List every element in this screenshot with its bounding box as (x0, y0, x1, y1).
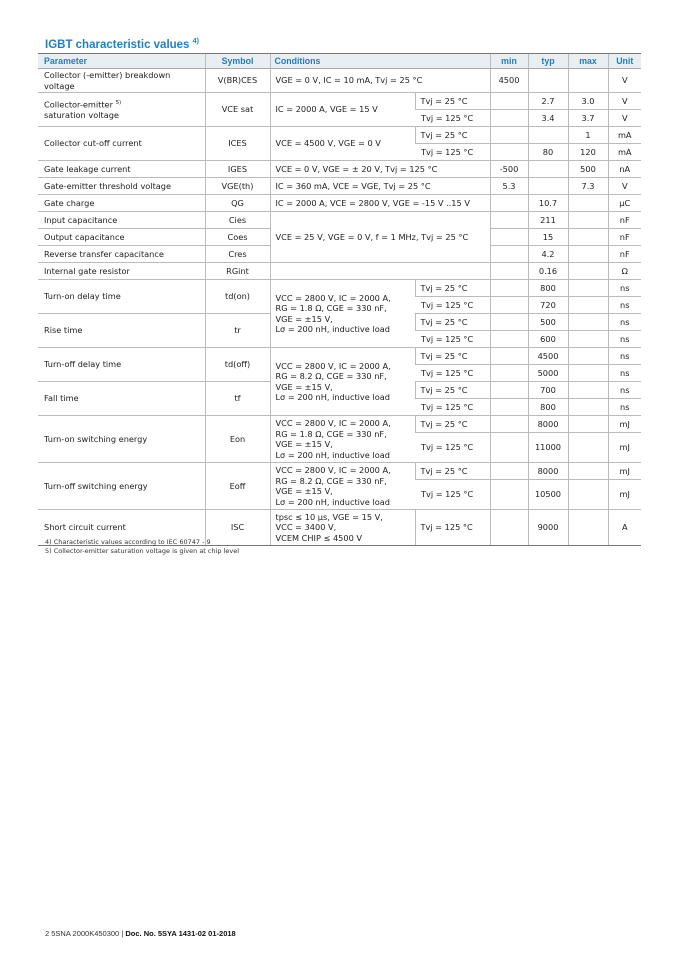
temp-cell: Tvj = 125 °C (415, 365, 490, 382)
temp-cell: Tvj = 25 °C (415, 314, 490, 331)
typ-cell: 211 (528, 212, 568, 229)
symbol-cell: V(BR)CES (205, 69, 270, 93)
conditions-cell: VCC = 2800 V, IC = 2000 A, RG = 1.8 Ω, CGE = 330 nF, VGE = ±15 V, Lσ = 200 nH, inductive load (270, 280, 415, 348)
footer-doc-number: Doc. No. 5SYA 1431-02 01-2018 (125, 929, 236, 938)
symbol-cell: td(on) (205, 280, 270, 314)
symbol-cell: Cies (205, 212, 270, 229)
max-cell (568, 263, 608, 280)
symbol-cell: Eon (205, 416, 270, 463)
param-cell: Reverse transfer capacitance (38, 246, 205, 263)
min-cell (490, 212, 528, 229)
unit-cell: mJ (608, 433, 641, 463)
min-cell: 4500 (490, 69, 528, 93)
footnotes (45, 538, 239, 556)
footer-part-number: 2 5SNA 2000K450300 | (45, 929, 126, 938)
param-cell: Turn-on delay time (38, 280, 205, 314)
unit-cell: A (608, 510, 641, 546)
unit-cell: mJ (608, 416, 641, 433)
min-cell (490, 110, 528, 127)
min-cell (490, 93, 528, 110)
col-parameter: Parameter (38, 54, 205, 69)
param-cell: Turn-off delay time (38, 348, 205, 382)
col-max: max (568, 54, 608, 69)
footnote: 5) Collector-emitter saturation voltage is given at chip level (45, 547, 240, 555)
max-cell (568, 382, 608, 399)
symbol-cell: QG (205, 195, 270, 212)
temp-cell: Tvj = 25 °C (415, 416, 490, 433)
symbol-cell: IGES (205, 161, 270, 178)
typ-cell: 11000 (528, 433, 568, 463)
conditions-cell (270, 263, 490, 280)
unit-cell: Ω (608, 263, 641, 280)
unit-cell: ns (608, 314, 641, 331)
min-cell (490, 229, 528, 246)
param-cell: Collector-emitter $^{5)}$ saturation voltage (38, 93, 205, 127)
conditions-cell: tpsc ≤ 10 µs, VGE = 15 V, VCC = 3400 V, VCEM CHIP ≤ 4500 V (270, 510, 415, 546)
symbol-cell: RGint (205, 263, 270, 280)
symbol-cell: ISC (205, 510, 270, 546)
unit-cell: nF (608, 212, 641, 229)
typ-cell: 700 (528, 382, 568, 399)
symbol-cell: VCE sat (205, 93, 270, 127)
typ-cell: 5000 (528, 365, 568, 382)
unit-cell: ns (608, 382, 641, 399)
typ-cell: 4.2 (528, 246, 568, 263)
temp-cell: Tvj = 125 °C (415, 399, 490, 416)
max-cell (568, 480, 608, 510)
min-cell (490, 480, 528, 510)
conditions-cell: VCE = 0 V, VGE = ± 20 V, Tvj = 125 °C (270, 161, 490, 178)
table-row (38, 416, 641, 433)
unit-cell: nA (608, 161, 641, 178)
conditions-cell: IC = 2000 A, VCE = 2800 V, VGE = -15 V ..15 V (270, 195, 490, 212)
table-row (38, 263, 641, 280)
param-cell: Rise time (38, 314, 205, 348)
symbol-cell: ICES (205, 127, 270, 161)
table-row (38, 178, 641, 195)
page-footer (45, 929, 236, 938)
unit-cell: mJ (608, 480, 641, 510)
min-cell (490, 463, 528, 480)
symbol-cell: VGE(th) (205, 178, 270, 195)
param-cell: Fall time (38, 382, 205, 416)
temp-cell: Tvj = 125 °C (415, 510, 490, 546)
unit-cell: ns (608, 331, 641, 348)
table-row (38, 161, 641, 178)
typ-cell: 2.7 (528, 93, 568, 110)
typ-cell: 9000 (528, 510, 568, 546)
unit-cell: V (608, 93, 641, 110)
max-cell (568, 416, 608, 433)
temp-cell: Tvj = 125 °C (415, 433, 490, 463)
min-cell (490, 433, 528, 463)
unit-cell: ns (608, 365, 641, 382)
param-cell: Gate leakage current (38, 161, 205, 178)
typ-cell: 720 (528, 297, 568, 314)
table-row (38, 93, 641, 110)
max-cell: 120 (568, 144, 608, 161)
col-typ: typ (528, 54, 568, 69)
footnote: 4) Characteristic values according to IEC 60747 - 9 (45, 538, 211, 546)
unit-cell: mA (608, 127, 641, 144)
temp-cell: Tvj = 25 °C (415, 280, 490, 297)
table-row (38, 69, 641, 93)
min-cell (490, 263, 528, 280)
conditions-cell: IC = 360 mA, VCE = VGE, Tvj = 25 °C (270, 178, 490, 195)
param-cell: Collector (-emitter) breakdown voltage (38, 69, 205, 93)
symbol-cell: Cres (205, 246, 270, 263)
unit-cell: ns (608, 399, 641, 416)
min-cell: 5.3 (490, 178, 528, 195)
typ-cell: 800 (528, 280, 568, 297)
max-cell (568, 348, 608, 365)
unit-cell: nF (608, 246, 641, 263)
max-cell (568, 195, 608, 212)
min-cell (490, 246, 528, 263)
max-cell: 500 (568, 161, 608, 178)
param-cell: Collector cut-off current (38, 127, 205, 161)
max-cell: 7.3 (568, 178, 608, 195)
param-cell: Internal gate resistor (38, 263, 205, 280)
table-row (38, 127, 641, 144)
min-cell (490, 510, 528, 546)
unit-cell: mA (608, 144, 641, 161)
typ-cell: 10.7 (528, 195, 568, 212)
table-row (38, 212, 641, 229)
min-cell (490, 127, 528, 144)
min-cell (490, 331, 528, 348)
param-cell: Gate-emitter threshold voltage (38, 178, 205, 195)
typ-cell: 3.4 (528, 110, 568, 127)
typ-cell: 8000 (528, 463, 568, 480)
max-cell: 3.0 (568, 93, 608, 110)
unit-cell: ns (608, 280, 641, 297)
unit-cell: V (608, 110, 641, 127)
min-cell (490, 297, 528, 314)
typ-cell: 500 (528, 314, 568, 331)
unit-cell: nF (608, 229, 641, 246)
param-cell: Input capacitance (38, 212, 205, 229)
param-cell: Turn-off switching energy (38, 463, 205, 510)
typ-cell: 4500 (528, 348, 568, 365)
min-cell (490, 348, 528, 365)
table-row (38, 195, 641, 212)
col-min: min (490, 54, 528, 69)
unit-cell: V (608, 178, 641, 195)
param-cell: Short circuit current (38, 510, 205, 546)
conditions-cell: VGE = 0 V, IC = 10 mA, Tvj = 25 °C (270, 69, 490, 93)
unit-cell: V (608, 69, 641, 93)
table-row (38, 463, 641, 480)
param-cell: Output capacitance (38, 229, 205, 246)
param-cell: Gate charge (38, 195, 205, 212)
unit-cell: ns (608, 297, 641, 314)
max-cell (568, 212, 608, 229)
typ-cell: 10500 (528, 480, 568, 510)
conditions-cell: VCC = 2800 V, IC = 2000 A, RG = 1.8 Ω, CGE = 330 nF, VGE = ±15 V, Lσ = 200 nH, inductive load (270, 416, 415, 463)
conditions-cell: VCE = 25 V, VGE = 0 V, f = 1 MHz, Tvj = 25 °C (270, 212, 490, 263)
max-cell (568, 365, 608, 382)
temp-cell: Tvj = 125 °C (415, 480, 490, 510)
temp-cell: Tvj = 25 °C (415, 93, 490, 110)
max-cell (568, 510, 608, 546)
temp-cell: Tvj = 125 °C (415, 144, 490, 161)
unit-cell: ns (608, 348, 641, 365)
col-conditions: Conditions (270, 54, 490, 69)
igbt-characteristics-table (38, 53, 641, 546)
min-cell: -500 (490, 161, 528, 178)
conditions-cell: VCC = 2800 V, IC = 2000 A, RG = 8.2 Ω, CGE = 330 nF, VGE = ±15 V, Lσ = 200 nH, inductive load (270, 348, 415, 416)
max-cell (568, 399, 608, 416)
min-cell (490, 314, 528, 331)
symbol-cell: tr (205, 314, 270, 348)
conditions-cell: VCC = 2800 V, IC = 2000 A, RG = 8.2 Ω, CGE = 330 nF, VGE = ±15 V, Lσ = 200 nH, inductive load (270, 463, 415, 510)
typ-cell: 80 (528, 144, 568, 161)
table-header (38, 54, 641, 69)
max-cell (568, 331, 608, 348)
conditions-cell: VCE = 4500 V, VGE = 0 V (270, 127, 415, 161)
temp-cell: Tvj = 25 °C (415, 348, 490, 365)
min-cell (490, 280, 528, 297)
min-cell (490, 382, 528, 399)
typ-cell (528, 178, 568, 195)
temp-cell: Tvj = 25 °C (415, 382, 490, 399)
max-cell (568, 297, 608, 314)
temp-cell: Tvj = 125 °C (415, 110, 490, 127)
min-cell (490, 416, 528, 433)
symbol-cell: Coes (205, 229, 270, 246)
table-row (38, 348, 641, 365)
typ-cell: 8000 (528, 416, 568, 433)
temp-cell: Tvj = 125 °C (415, 331, 490, 348)
symbol-cell: Eoff (205, 463, 270, 510)
param-cell: Turn-on switching energy (38, 416, 205, 463)
min-cell (490, 195, 528, 212)
max-cell (568, 280, 608, 297)
temp-cell: Tvj = 125 °C (415, 297, 490, 314)
col-symbol: Symbol (205, 54, 270, 69)
max-cell (568, 229, 608, 246)
max-cell: 3.7 (568, 110, 608, 127)
section-title: IGBT characteristic values $^{4)}$ (45, 38, 199, 51)
typ-cell (528, 161, 568, 178)
table-row (38, 280, 641, 297)
min-cell (490, 144, 528, 161)
temp-cell: Tvj = 25 °C (415, 127, 490, 144)
typ-cell: 15 (528, 229, 568, 246)
typ-cell: 600 (528, 331, 568, 348)
unit-cell: mJ (608, 463, 641, 480)
typ-cell: 800 (528, 399, 568, 416)
conditions-cell: IC = 2000 A, VGE = 15 V (270, 93, 415, 127)
max-cell (568, 69, 608, 93)
symbol-cell: td(off) (205, 348, 270, 382)
min-cell (490, 399, 528, 416)
typ-cell (528, 69, 568, 93)
typ-cell: 0.16 (528, 263, 568, 280)
symbol-cell: tf (205, 382, 270, 416)
col-unit: Unit (608, 54, 641, 69)
min-cell (490, 365, 528, 382)
typ-cell (528, 127, 568, 144)
max-cell (568, 463, 608, 480)
unit-cell: µC (608, 195, 641, 212)
max-cell (568, 246, 608, 263)
max-cell (568, 433, 608, 463)
max-cell: 1 (568, 127, 608, 144)
temp-cell: Tvj = 25 °C (415, 463, 490, 480)
max-cell (568, 314, 608, 331)
